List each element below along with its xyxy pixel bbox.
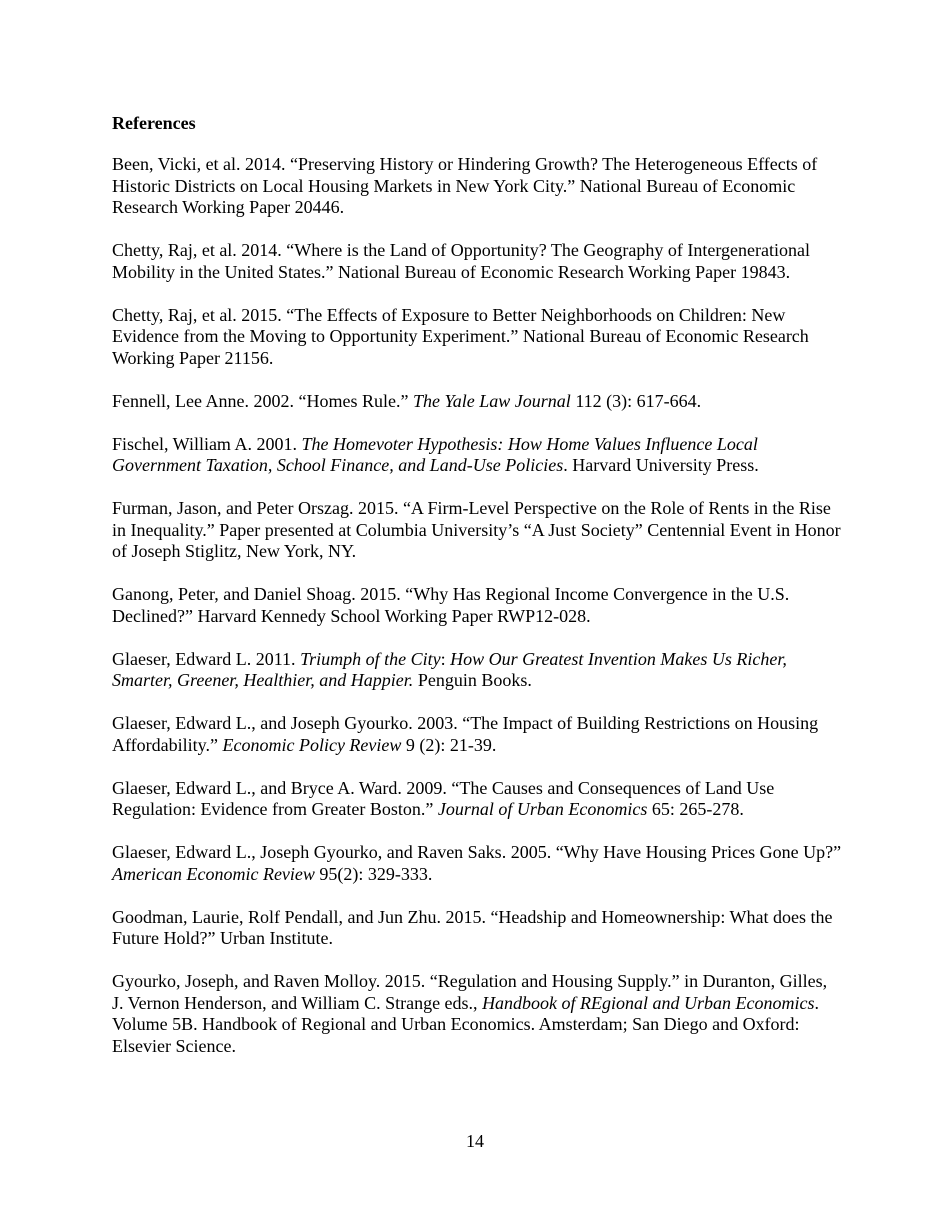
reference-entry [112,907,842,950]
reference-text: Glaeser, Edward L., and Joseph Gyourko. 2003. “The Impact of Building Restrictions on Housing Affordability.” [112,713,819,755]
reference-text: Fischel, William A. 2001. [112,433,302,454]
page-number: 14 [466,1131,484,1151]
reference-text: 95(2): 329-333. [314,863,433,884]
reference-entry [112,778,842,821]
reference-text: Glaeser, Edward L. 2011. [112,648,301,669]
reference-entry [112,434,842,477]
reference-italic-title: Economic Policy Review [222,734,402,755]
reference-entry [112,842,842,885]
reference-entry [112,154,842,219]
reference-entry [112,713,842,756]
reference-text: Goodman, Laurie, Rolf Pendall, and Jun Zhu. 2015. “Headship and Homeownership: What does the Future Hold?” Urban Institute. [112,906,833,948]
reference-text: Furman, Jason, and Peter Orszag. 2015. “A Firm-Level Perspective on the Role of Rents in the Rise in Inequality.” Paper presented at Columbia University’s “A Just Society” Centennial Event in Honor of Joseph Stiglitz, New York, NY. [112,498,841,561]
reference-text: Chetty, Raj, et al. 2015. “The Effects of Exposure to Better Neighborhoods on Children: New Evidence from the Moving to Opportunity Experiment.” National Bureau of Economic Research Working Paper 21156. [112,304,809,368]
reference-italic-title: How Our Greatest Invention Makes Us Richer, Smarter, Greener, Healthier, and Happier. [112,648,787,690]
reference-italic-title: Journal of Urban Economics [437,799,648,819]
reference-entry [112,584,842,627]
references-heading: References [112,113,196,133]
reference-text: Chetty, Raj, et al. 2014. “Where is the Land of Opportunity? The Geography of Intergenerational Mobility in the United States.” National Bureau of Economic Research Working Paper 19843. [112,240,810,282]
reference-text: : [440,648,451,669]
reference-entry [112,240,842,283]
reference-text: Fennell, Lee Anne. 2002. “Homes Rule.” [112,390,413,411]
reference-entry [112,649,842,692]
reference-text: 65: 265-278. [647,799,744,819]
reference-italic-title: Handbook of REgional and Urban Economics [482,992,815,1013]
reference-italic-title: The Homevoter Hypothesis: How Home Values Influence Local Government Taxation, School Finance, and Land-Use Policies [112,433,758,475]
reference-text: Ganong, Peter, and Daniel Shoag. 2015. “Why Has Regional Income Convergence in the U.S. Declined?” Harvard Kennedy School Working Paper RWP12-028. [112,584,790,626]
reference-entry [112,305,842,370]
reference-text: Been, Vicki, et al. 2014. “Preserving History or Hindering Growth? The Heterogeneous Effects of Historic Districts on Local Housing Markets in New York City.” National Bureau of Economic Research Working Paper 20446. [112,154,818,217]
reference-text: Glaeser, Edward L., Joseph Gyourko, and Raven Saks. 2005. “Why Have Housing Prices Gone Up?” [112,842,842,862]
reference-entry [112,498,842,563]
reference-italic-title: The Yale Law Journal [412,390,571,411]
reference-entry [112,391,842,413]
reference-entry [112,971,842,1057]
reference-text: . Volume 5B. Handbook of Regional and Urban Economics. Amsterdam; San Diego and Oxford: Elsevier Science. [112,992,820,1056]
reference-italic-title: Triumph of the City [300,648,441,669]
reference-text: 9 (2): 21-39. [401,734,497,755]
reference-text: 112 (3): 617-664. [570,390,702,411]
reference-italic-title: American Economic Review [112,863,315,884]
reference-text: Penguin Books. [413,670,532,690]
reference-text: Glaeser, Edward L., and Bryce A. Ward. 2009. “The Causes and Consequences of Land Use Regulation: Evidence from Greater Boston.” [112,777,775,819]
reference-text: Gyourko, Joseph, and Raven Molloy. 2015. “Regulation and Housing Supply.” in Duranton, Gilles, J. Vernon Henderson, and William C. Strange eds., [112,971,828,1013]
reference-text: . Harvard University Press. [563,455,759,475]
document-page [112,112,842,1079]
reference-list [112,154,842,1057]
